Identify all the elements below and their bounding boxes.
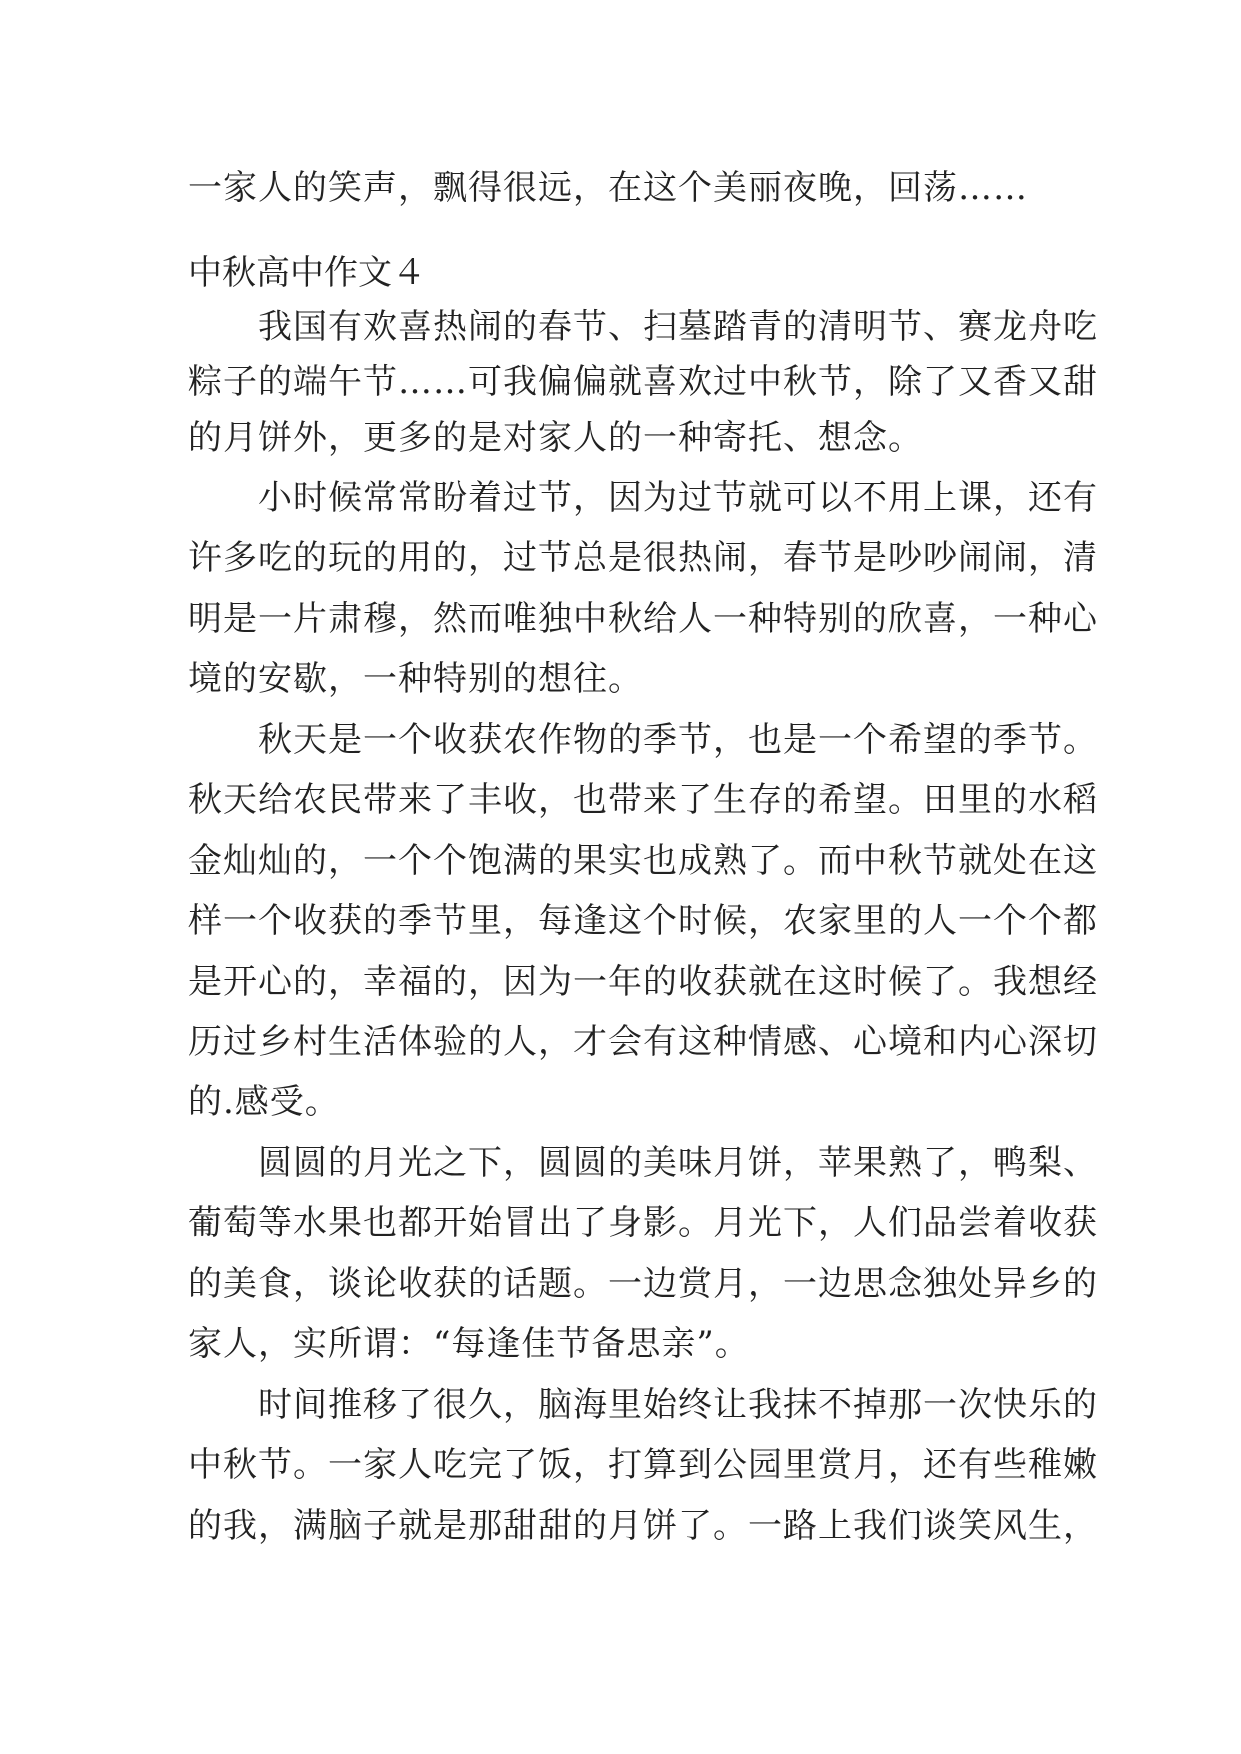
text-line: 家人，实所谓：“每逢佳节备思亲”。 — [188, 1324, 750, 1364]
text-line: 小时候常常盼着过节，因为过节就可以不用上课，还有 — [188, 478, 1098, 518]
text-line: 中秋节。一家人吃完了饭，打算到公园里赏月，还有些稚嫩 — [188, 1445, 1098, 1485]
text-line: 葡萄等水果也都开始冒出了身影。月光下，人们品尝着收获 — [188, 1203, 1098, 1243]
text-line: 金灿灿的，一个个饱满的果实也成熟了。而中秋节就处在这 — [188, 841, 1098, 881]
text-line: 的美食，谈论收获的话题。一边赏月，一边思念独处异乡的 — [188, 1264, 1098, 1304]
text-line: 的.感受。 — [188, 1082, 340, 1122]
text-line: 粽子的端午节……可我偏偏就喜欢过中秋节，除了又香又甜 — [188, 362, 1098, 402]
text-line: 圆圆的月光之下，圆圆的美味月饼，苹果熟了，鸭梨、 — [188, 1143, 1098, 1183]
text-line: 的我，满脑子就是那甜甜的月饼了。一路上我们谈笑风生， — [188, 1506, 1098, 1546]
lead-line: 一家人的笑声，飘得很远，在这个美丽夜晚，回荡…… — [188, 168, 1028, 208]
text-line: 我国有欢喜热闹的春节、扫墓踏青的清明节、赛龙舟吃 — [188, 307, 1098, 347]
text-line: 样一个收获的季节里，每逢这个时候，农家里的人一个个都 — [188, 901, 1098, 941]
text-line: 秋天给农民带来了丰收，也带来了生存的希望。田里的水稻 — [188, 780, 1098, 820]
text-line: 明是一片肃穆，然而唯独中秋给人一种特别的欣喜，一种心 — [188, 599, 1098, 639]
text-line: 境的安歇，一种特别的想往。 — [188, 659, 643, 699]
text-line: 是开心的，幸福的，因为一年的收获就在这时候了。我想经 — [188, 962, 1098, 1002]
text-line: 的月饼外，更多的是对家人的一种寄托、想念。 — [188, 418, 923, 458]
section-title: 中秋高中作文４ — [188, 253, 426, 293]
text-line: 秋天是一个收获农作物的季节，也是一个希望的季节。 — [188, 720, 1098, 760]
text-line: 许多吃的玩的用的，过节总是很热闹，春节是吵吵闹闹，清 — [188, 538, 1098, 578]
text-line: 历过乡村生活体验的人，才会有这种情感、心境和内心深切 — [188, 1022, 1098, 1062]
text-line: 时间推移了很久，脑海里始终让我抹不掉那一次快乐的 — [188, 1385, 1098, 1425]
